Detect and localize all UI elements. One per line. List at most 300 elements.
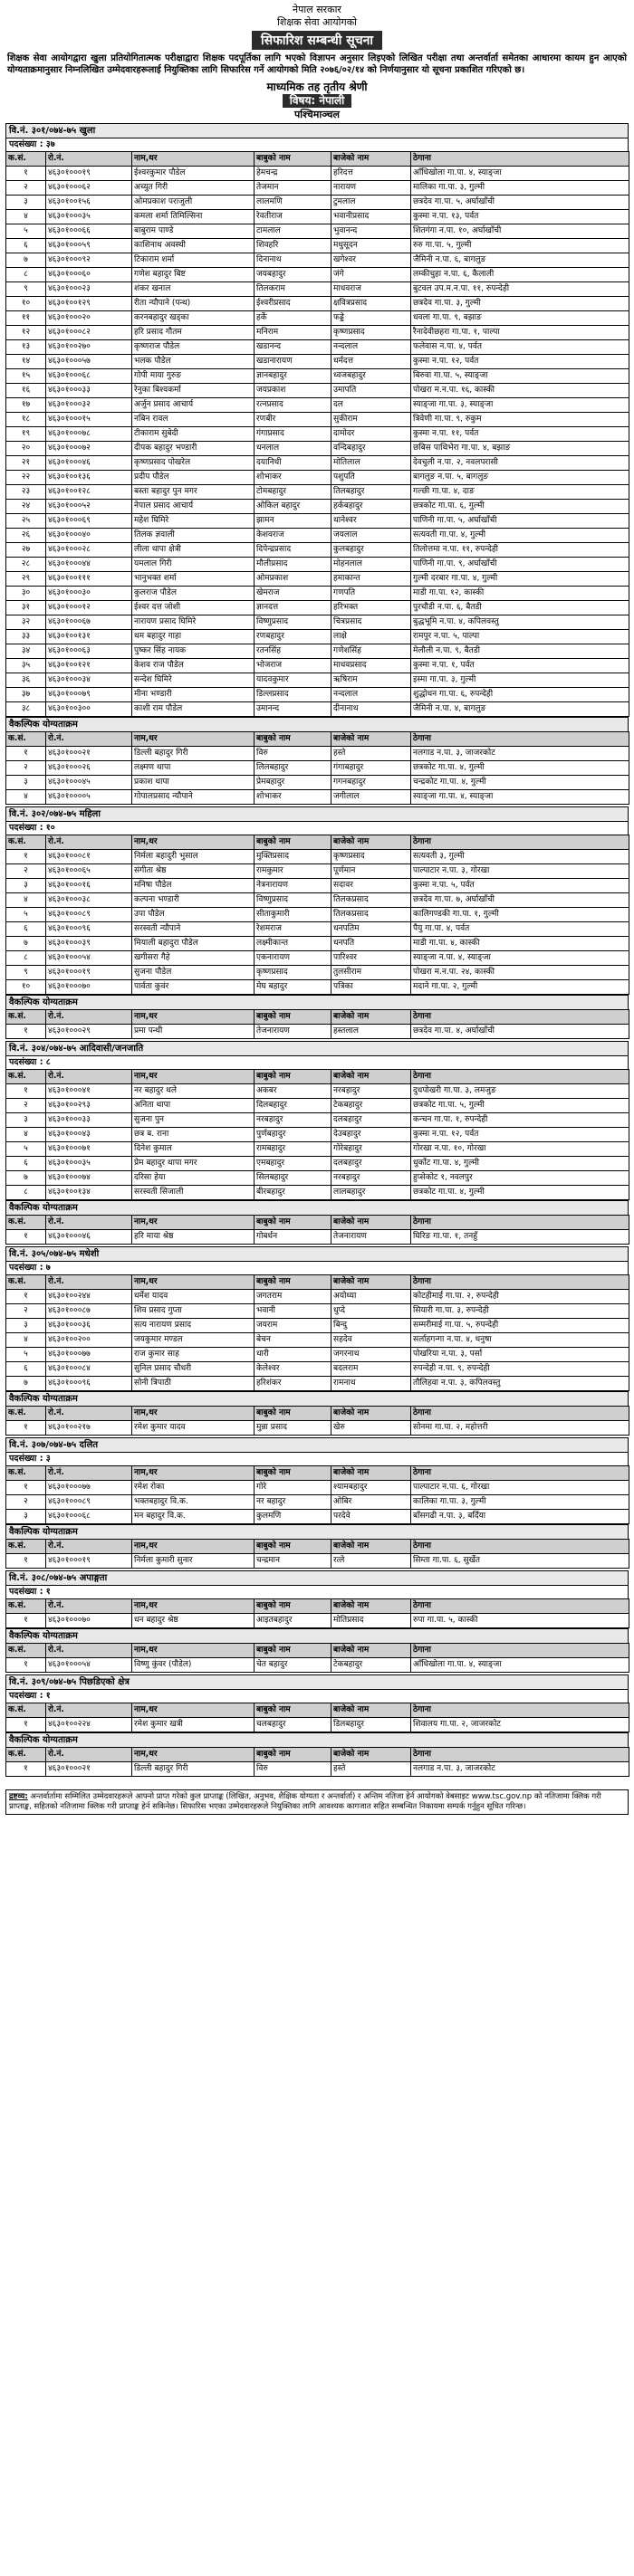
- table-cell: कमला शर्मा तिमिल्सिना: [132, 210, 255, 224]
- table-row: [6, 500, 629, 514]
- table-cell: खेरु: [331, 1421, 411, 1436]
- table-row: [6, 1186, 629, 1200]
- table-cell: तुलसीराम: [331, 966, 411, 980]
- table-cell: धर्मदत्त: [331, 355, 411, 369]
- table-cell: रत्नप्रसाद: [255, 398, 331, 413]
- table-row: [6, 879, 629, 893]
- table-cell: यमलाल गिरी: [132, 558, 255, 572]
- table-row: [6, 908, 629, 922]
- table-cell: घिरिङ गा.पा. १, तनहुँ: [411, 1230, 629, 1245]
- column-header: नाम,थर: [132, 1275, 255, 1290]
- table-cell: दयानिधी: [255, 456, 331, 471]
- column-header: क.सं.: [6, 1070, 46, 1084]
- table-cell: ४६३०१०००७०: [46, 980, 132, 995]
- column-header: बाजेको नाम: [331, 1275, 411, 1290]
- table-cell: हस्ते: [331, 1762, 411, 1777]
- table-cell: २९: [6, 572, 46, 587]
- table-cell: २७: [6, 543, 46, 558]
- table-cell: ४६३०१०००७९: [46, 688, 132, 702]
- table-cell: देउबहादुर: [331, 1128, 411, 1142]
- table-cell: ४६३०१०००४०: [46, 529, 132, 543]
- table-cell: ओमप्रकाश पराजुली: [132, 196, 255, 210]
- subject-heading: विषय: नेपाली: [283, 94, 351, 108]
- table-header-row: [6, 1216, 629, 1230]
- table-cell: ४६३०१०००२८: [46, 543, 132, 558]
- column-header: बाबुको नाम: [255, 1644, 331, 1658]
- column-header: नाम,थर: [132, 1010, 255, 1025]
- table-cell: बाँसगढी न.पा. ३, बर्दिया: [411, 1510, 629, 1524]
- table-cell: जयबहादुर: [255, 268, 331, 282]
- table-cell: गोपी माया गुरुङ: [132, 369, 255, 384]
- table-cell: शंकर खनाल: [132, 282, 255, 297]
- table-cell: थम बहादुर गाहा: [132, 630, 255, 644]
- table-cell: तेजनारायण: [255, 1025, 331, 1039]
- table-row: [6, 1290, 629, 1304]
- table-cell: तिलोत्तमा न.पा. ११, रुपन्देही: [411, 543, 629, 558]
- table-cell: कुलमणि: [255, 1510, 331, 1524]
- table-row: [6, 601, 629, 615]
- table-cell: रुपा गा.पा. ५, कास्की: [411, 1614, 629, 1628]
- column-header: नाम,थर: [132, 835, 255, 850]
- table-cell: पत्रिका: [331, 980, 411, 995]
- table-row: [6, 747, 629, 761]
- table-row: [6, 893, 629, 908]
- table-row: [6, 702, 629, 717]
- table-cell: लक्ष्मण थापा: [132, 761, 255, 776]
- table-cell: मदाने गा.पा. २, गुल्मी: [411, 980, 629, 995]
- column-header: ठेगाना: [411, 1599, 629, 1614]
- table-cell: मेलौली न.पा. ९, बैतडी: [411, 644, 629, 659]
- table-cell: गणेश बहादुर बिष्ट: [132, 268, 255, 282]
- table-row: [6, 1230, 629, 1245]
- table-header-row: [6, 152, 629, 167]
- table-cell: ४६३०१०००८४: [46, 1362, 132, 1377]
- table-cell: जगीलाल: [331, 790, 411, 805]
- column-header: क.सं.: [6, 1599, 46, 1614]
- table-cell: गोरे: [255, 1481, 331, 1495]
- table-cell: ज्ञानबहादुर: [255, 369, 331, 384]
- table-cell: दिपेन्द्रप्रसाद: [255, 543, 331, 558]
- column-header: बाबुको नाम: [255, 1010, 331, 1025]
- table-cell: लिलबहादुर: [255, 761, 331, 776]
- table-cell: ३८: [6, 702, 46, 717]
- table-cell: बिरुवा गा.पा. ५, स्याङ्जा: [411, 369, 629, 384]
- table-row: [6, 922, 629, 937]
- column-header: नाम,थर: [132, 1540, 255, 1554]
- alternate-list-title: वैकल्पिक योग्यताक्रम: [5, 1391, 629, 1406]
- level-heading: माध्यमिक तह तृतीय श्रेणी: [266, 81, 368, 93]
- table-cell: एकनारायण: [255, 951, 331, 966]
- intro-paragraph: शिक्षक सेवा आयोगद्वारा खुला प्रतियोगितात्मक परीक्षाद्वारा शिक्षक पदपूर्तिका लागि भएको विज्ञापन अनुसार लिइएको लिखित परीक्षा तथा अन्तर्वार्ता समेतका आधारमा कायम हुन आएको योग्यताक्रमानुसार निम्नलिखित उम्मेदवारहरूलाई नियुक्तिका लागि सिफारिस गर्ने आयोगको मिति २०७६/०२/१४ को निर्णयानुसार यो सूचना प्रकाशित गरिएको छ।: [7, 53, 627, 75]
- table-cell: दलबहादुर: [331, 1113, 411, 1128]
- table-cell: ४६३०१०००५४: [46, 1658, 132, 1673]
- table-cell: २८: [6, 558, 46, 572]
- table-cell: रामकुमार: [255, 864, 331, 879]
- column-header: बाजेको नाम: [331, 152, 411, 167]
- table-cell: ४६३०१०००५९: [46, 239, 132, 253]
- table-cell: ४६३०१००३००: [46, 702, 132, 717]
- table-cell: १: [6, 1025, 46, 1039]
- table-cell: धन बहादुर श्रेष्ठ: [132, 1614, 255, 1628]
- section-title: वि.नं. ३०४/०७४-७५ आदिवासी/जनजाति: [5, 1041, 629, 1055]
- table-cell: कुस्मा न.पा. १२, पर्वत: [411, 1128, 629, 1142]
- table-cell: प्रेमबहादुर: [255, 776, 331, 790]
- table-cell: ३३: [6, 630, 46, 644]
- table-cell: ४: [6, 893, 46, 908]
- table-cell: १०: [6, 297, 46, 311]
- table-cell: भोजराज: [255, 659, 331, 673]
- table-cell: कुस्मा न.पा. १३, पर्वत: [411, 210, 629, 224]
- table-row: [6, 196, 629, 210]
- column-header: नाम,थर: [132, 1407, 255, 1421]
- table-cell: दिलबहादुर: [255, 1099, 331, 1113]
- column-header: रो.नं.: [46, 1010, 132, 1025]
- table-row: [6, 937, 629, 951]
- table-cell: विरु: [255, 747, 331, 761]
- column-header: नाम,थर: [132, 1216, 255, 1230]
- table-cell: हमाकान्त: [331, 572, 411, 587]
- table-cell: नन्दलाल: [331, 688, 411, 702]
- table-cell: मुन्ना प्रसाद: [255, 1421, 331, 1436]
- recommendation-section: [5, 1041, 629, 1245]
- table-cell: छत्रकोट गा.पा. ६, गुल्मी: [411, 500, 629, 514]
- table-row: [6, 1113, 629, 1128]
- table-cell: २: [6, 1304, 46, 1319]
- table-cell: नरबहादुर: [331, 1171, 411, 1186]
- table-row: [6, 1718, 629, 1732]
- table-cell: मियाली बहादुरा पौडेल: [132, 937, 255, 951]
- table-cell: ४६३०१०००२६: [46, 761, 132, 776]
- table-cell: ४६३०१०००६०: [46, 268, 132, 282]
- table-row: [6, 340, 629, 355]
- table-cell: दलबहादुर: [331, 1157, 411, 1171]
- table-cell: २२: [6, 471, 46, 485]
- table-cell: शोभाकर: [255, 790, 331, 805]
- table-row: [6, 442, 629, 456]
- table-cell: १: [6, 1762, 46, 1777]
- table-cell: १: [6, 747, 46, 761]
- table-cell: काशी राम पौडेल: [132, 702, 255, 717]
- table-cell: ४६३०१००२१७: [46, 1421, 132, 1436]
- column-header: ठेगाना: [411, 1703, 629, 1718]
- table-cell: लाक्षे: [331, 630, 411, 644]
- table-cell: टिकाराम शर्मा: [132, 253, 255, 268]
- table-cell: हेमचन्द्र: [255, 167, 331, 181]
- table-cell: जयप्रकाश: [255, 384, 331, 398]
- table-cell: रेशमराज: [255, 922, 331, 937]
- table-cell: ४६३०१०००४६: [46, 1230, 132, 1245]
- table-cell: ४६३०१०००३२: [46, 398, 132, 413]
- table-cell: हरि प्रसाद गौतम: [132, 326, 255, 340]
- table-row: [6, 980, 629, 995]
- table-row: [6, 1614, 629, 1628]
- column-header: रो.नं.: [46, 835, 132, 850]
- table-cell: ४६३०१०००३६: [46, 1319, 132, 1333]
- table-cell: ४६३०१०००६५: [46, 864, 132, 879]
- table-cell: ईश्वर दत्त जोशी: [132, 601, 255, 615]
- table-cell: ४६३०१०००८१: [46, 850, 132, 864]
- table-cell: नरबहादुर: [331, 1084, 411, 1099]
- table-cell: माडी गा.पा. १२, कास्की: [411, 587, 629, 601]
- column-header: बाबुको नाम: [255, 1703, 331, 1718]
- table-cell: १४: [6, 355, 46, 369]
- table-row: [6, 1333, 629, 1348]
- table-cell: चलबहादुर: [255, 1718, 331, 1732]
- table-row: [6, 1362, 629, 1377]
- table-cell: जैमिनी न.पा. ६, बागलुङ: [411, 253, 629, 268]
- table-cell: ४६३०१००००५: [46, 790, 132, 805]
- table-cell: जयकुमार मण्डल: [132, 1333, 255, 1348]
- table-cell: नन्दलाल: [331, 340, 411, 355]
- table-cell: माडी गा.पा. ४, कास्की: [411, 937, 629, 951]
- table-cell: विष्णुप्रसाद: [255, 893, 331, 908]
- table-cell: फलेवास न.पा. ४, पर्वत: [411, 340, 629, 355]
- table-cell: चेत बहादुर: [255, 1658, 331, 1673]
- table-cell: मीना भण्डारी: [132, 688, 255, 702]
- table-cell: परदेवे: [331, 1510, 411, 1524]
- alternate-table: [5, 1215, 629, 1245]
- column-header: ठेगाना: [411, 835, 629, 850]
- table-header-row: [6, 1466, 629, 1481]
- government-name: नेपाल सरकार: [293, 4, 341, 15]
- table-cell: बीरबहादुर: [255, 1186, 331, 1200]
- column-header: ठेगाना: [411, 1540, 629, 1554]
- table-cell: ४६३०१०००७७: [46, 1348, 132, 1362]
- note-text: अन्तर्वार्तामा सम्मिलित उम्मेदवारहरूले आफ्नो प्राप्त गरेको कुल प्राप्ताङ्क (लिखित, अनुभव, शैक्षिक योग्यता र अन्तर्वार्ता) र अन्तिम नतिजा हेर्न आयोगको वेबसाइट www.tsc.gov.np को नतिजामा क्लिक गरी प्राप्ताङ्क, सहितको नतिजामा क्लिक गरी प्राप्ताङ्क हेर्न सकिनेछ। सिफारिस भएका उम्मेदवारहरूले नियुक्तिका लागि आवश्यक कागजात सहित सम्बन्धित निकायमा सम्पर्क गर्नुहुन सूचित गरिन्छ।: [9, 1792, 601, 1811]
- column-header: नाम,थर: [132, 1599, 255, 1614]
- table-cell: ४६३०१०००८९: [46, 908, 132, 922]
- table-cell: १: [6, 1718, 46, 1732]
- table-row: [6, 1554, 629, 1569]
- table-cell: ४६३०१०००६८: [46, 1510, 132, 1524]
- table-cell: सम्मरीमाई गा.पा. ५, रुपन्देही: [411, 1319, 629, 1333]
- table-row: [6, 1510, 629, 1524]
- column-header: बाबुको नाम: [255, 152, 331, 167]
- table-cell: प्रमा पन्थी: [132, 1025, 255, 1039]
- table-cell: १३: [6, 340, 46, 355]
- table-cell: ४६३०१००१११: [46, 572, 132, 587]
- table-cell: ५: [6, 1348, 46, 1362]
- table-cell: जगरनाथ: [331, 1348, 411, 1362]
- table-cell: ४६३०१०००२१: [46, 747, 132, 761]
- table-cell: सुजना पुन: [132, 1113, 255, 1128]
- column-header: बाजेको नाम: [331, 1599, 411, 1614]
- table-cell: लालबहादुर: [331, 1186, 411, 1200]
- table-cell: ५: [6, 1142, 46, 1157]
- table-cell: नलगाड न.पा. ३, जाजरकोट: [411, 1762, 629, 1777]
- table-cell: ९: [6, 282, 46, 297]
- table-cell: पोखरा म.न.पा. २४, कास्की: [411, 966, 629, 980]
- table-cell: रेवतीराज: [255, 210, 331, 224]
- alternate-list-title: वैकल्पिक योग्यताक्रम: [5, 717, 629, 731]
- table-cell: १: [6, 1084, 46, 1099]
- table-cell: ४६३०१००१५६: [46, 196, 132, 210]
- table-cell: भलक पौडेल: [132, 355, 255, 369]
- table-row: [6, 1495, 629, 1510]
- table-cell: निर्मला बहादुरी भुसाल: [132, 850, 255, 864]
- column-header: बाजेको नाम: [331, 1540, 411, 1554]
- table-row: [6, 1171, 629, 1186]
- table-cell: बाबुराम पाण्डे: [132, 224, 255, 239]
- table-cell: रामपुर न.पा. ५, पाल्पा: [411, 630, 629, 644]
- table-cell: दीपक बहादुर भण्डारी: [132, 442, 255, 456]
- table-row: [6, 644, 629, 659]
- table-row: [6, 514, 629, 529]
- table-cell: ४६३०१०००३०: [46, 587, 132, 601]
- table-cell: गंगाबहादुर: [331, 761, 411, 776]
- table-cell: चित्रप्रसाद: [331, 615, 411, 630]
- table-cell: जयराम: [255, 1319, 331, 1333]
- table-cell: ४: [6, 790, 46, 805]
- post-count: पदसंख्या : १: [5, 1585, 629, 1598]
- column-header: बाजेको नाम: [331, 1466, 411, 1481]
- table-cell: सत्यवती ३, गुल्मी: [411, 850, 629, 864]
- alternate-list-title: वैकल्पिक योग्यताक्रम: [5, 1200, 629, 1215]
- table-row: [6, 673, 629, 688]
- table-cell: पैयु गा.पा. ४, पर्वत: [411, 922, 629, 937]
- table-cell: छत्र ब. राना: [132, 1128, 255, 1142]
- table-cell: दिनानाथ: [255, 253, 331, 268]
- alternate-table: [5, 1747, 629, 1777]
- table-row: [6, 1762, 629, 1777]
- table-cell: ३०: [6, 587, 46, 601]
- table-cell: क्षवित्रप्रसाद: [331, 297, 411, 311]
- table-row: [6, 951, 629, 966]
- table-cell: ४६३०१००२९३: [46, 1099, 132, 1113]
- recommendation-section: [5, 123, 629, 805]
- table-cell: छत्रदेव गा.पा. ५, अर्घाखाँची: [411, 196, 629, 210]
- table-cell: ४६३०१०००६७: [46, 615, 132, 630]
- table-row: [6, 558, 629, 572]
- recommendation-section: [5, 1437, 629, 1569]
- table-cell: गणेशसिंह: [331, 644, 411, 659]
- table-cell: १: [6, 1421, 46, 1436]
- table-cell: ३४: [6, 644, 46, 659]
- post-count: पदसंख्या : ७: [5, 1261, 629, 1274]
- table-cell: जयलाल: [331, 529, 411, 543]
- table-cell: १०: [6, 980, 46, 995]
- table-cell: धनलाल: [255, 442, 331, 456]
- table-cell: ऋषिराम: [331, 673, 411, 688]
- table-cell: लालमणि: [255, 196, 331, 210]
- table-cell: तेजमान: [255, 181, 331, 196]
- table-cell: २: [6, 761, 46, 776]
- table-cell: ४६३०१०००६२: [46, 181, 132, 196]
- table-cell: मोतिलाल: [331, 456, 411, 471]
- table-row: [6, 630, 629, 644]
- table-cell: ईश्वरकुमार पौडेल: [132, 167, 255, 181]
- section-title: वि.नं. ३०९/०७४-७५ पिछडिएको क्षेत्र: [5, 1674, 629, 1689]
- commission-name: शिक्षक सेवा आयोगको: [276, 16, 358, 28]
- table-cell: भवानी: [255, 1304, 331, 1319]
- column-header: रो.नं.: [46, 1275, 132, 1290]
- table-cell: बस्ता बहादुर पुन मगर: [132, 485, 255, 500]
- table-cell: गगनबहादुर: [331, 776, 411, 790]
- table-cell: लीला थापा क्षेत्री: [132, 543, 255, 558]
- table-cell: ४६३०१००२७०: [46, 340, 132, 355]
- table-cell: ८: [6, 1186, 46, 1200]
- column-header: रो.नं.: [46, 732, 132, 747]
- table-cell: १: [6, 850, 46, 864]
- table-cell: चन्द्रमान: [255, 1554, 331, 1569]
- table-cell: ३१: [6, 601, 46, 615]
- column-header: बाजेको नाम: [331, 1070, 411, 1084]
- table-cell: केशव राज पौडेल: [132, 659, 255, 673]
- column-header: बाबुको नाम: [255, 732, 331, 747]
- table-cell: २५: [6, 514, 46, 529]
- table-cell: सर्लाहगन्गा न.पा. ४, धनुषा: [411, 1333, 629, 1348]
- table-cell: ५: [6, 224, 46, 239]
- table-cell: गुल्मी दरबार गा.पा. ४, गुल्मी: [411, 572, 629, 587]
- table-cell: गंगाप्रसाद: [255, 427, 331, 442]
- table-cell: तेजनारायण: [331, 1230, 411, 1245]
- section-title: वि.नं. ३०५/०७४-७५ मधेशी: [5, 1246, 629, 1261]
- table-cell: रणबहादुर: [255, 630, 331, 644]
- table-cell: १९: [6, 427, 46, 442]
- table-cell: ४६३०१०००६३: [46, 644, 132, 659]
- table-row: [6, 224, 629, 239]
- table-cell: २३: [6, 485, 46, 500]
- table-cell: ३: [6, 1510, 46, 1524]
- table-cell: ४६३०१००१२९: [46, 297, 132, 311]
- table-cell: खेमराज: [255, 587, 331, 601]
- table-cell: ७: [6, 1377, 46, 1391]
- table-cell: छबिस पाथिभेरा गा.पा. ४, बझाङ: [411, 442, 629, 456]
- table-cell: ४६३०१०००३४: [46, 673, 132, 688]
- column-header: रो.नं.: [46, 1644, 132, 1658]
- table-cell: कृष्णराज पौडेल: [132, 340, 255, 355]
- table-cell: रीता न्यौपाने (पन्थ): [132, 297, 255, 311]
- table-cell: राज कुमार साह: [132, 1348, 255, 1362]
- table-cell: २०: [6, 442, 46, 456]
- table-cell: रतनसिंह: [255, 644, 331, 659]
- table-cell: पुरचौडी न.पा. ६, बैतडी: [411, 601, 629, 615]
- table-cell: लम्कीचुहा न.पा. ६, कैलाली: [411, 268, 629, 282]
- table-cell: ४६३०१०००४३: [46, 1128, 132, 1142]
- column-header: नाम,थर: [132, 732, 255, 747]
- table-cell: स्याङ्जा गा.पा. ३, स्याङ्जा: [411, 398, 629, 413]
- table-row: [6, 210, 629, 224]
- table-cell: कृष्णप्रसाद: [255, 966, 331, 980]
- table-cell: ४६३०१०००७०: [46, 1614, 132, 1628]
- table-cell: खगीसरा गैहे: [132, 951, 255, 966]
- table-header-row: [6, 1275, 629, 1290]
- table-cell: ३: [6, 776, 46, 790]
- column-header: बाबुको नाम: [255, 1407, 331, 1421]
- table-cell: डिल्ली बहादुर गिरी: [132, 1762, 255, 1777]
- table-cell: २: [6, 1495, 46, 1510]
- table-cell: १८: [6, 413, 46, 427]
- section-title: वि.नं. ३०७/०७४-७५ दलित: [5, 1437, 629, 1452]
- table-header-row: [6, 835, 629, 850]
- table-cell: धारी: [255, 1348, 331, 1362]
- table-cell: दरिसा हेया: [132, 1171, 255, 1186]
- table-cell: कृष्णप्रसाद: [331, 326, 411, 340]
- table-cell: हुप्सेकोट १, नवलपुर: [411, 1171, 629, 1186]
- table-cell: ओबिर: [331, 1495, 411, 1510]
- table-cell: ८: [6, 268, 46, 282]
- table-cell: ४६३०१०००३५: [46, 210, 132, 224]
- recommendation-section: [5, 1674, 629, 1777]
- table-cell: शिवालय गा.पा. २, जाजरकोट: [411, 1718, 629, 1732]
- table-row: [6, 268, 629, 282]
- column-header: बाजेको नाम: [331, 1703, 411, 1718]
- table-cell: ३५: [6, 659, 46, 673]
- column-header: क.सं.: [6, 1644, 46, 1658]
- table-cell: ११: [6, 311, 46, 326]
- table-cell: डिल्ली बहादुर गिरी: [132, 747, 255, 761]
- table-cell: १: [6, 1290, 46, 1304]
